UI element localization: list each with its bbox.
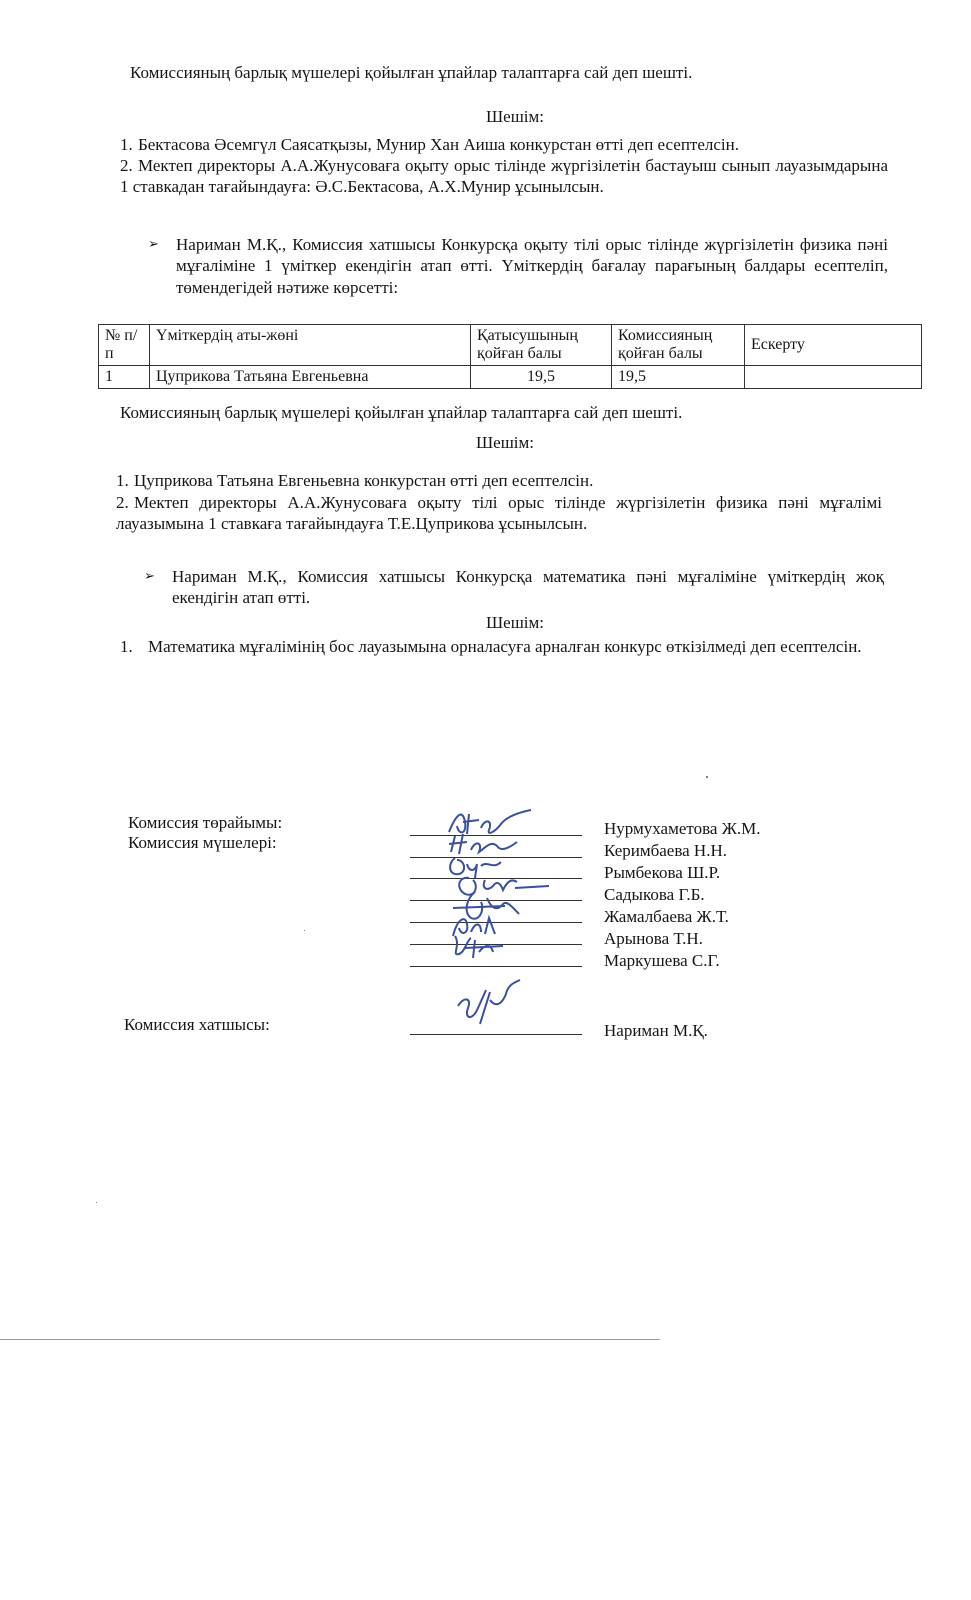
member-name: Арынова Т.Н. (604, 929, 703, 948)
decision-title: Шешім: (486, 613, 544, 632)
chair-name: Нурмухаметова Ж.М. (604, 819, 761, 838)
secretary-label: Комиссия хатшысы: (124, 1015, 270, 1034)
chair-label: Комиссия төрайымы: (128, 813, 283, 832)
member-name: Рымбекова Ш.Р. (604, 863, 721, 882)
decision-item: 1. Цуприкова Татьяна Евгеньевна конкурстан өтті деп есептелсін. (116, 471, 594, 490)
table-row (99, 366, 922, 389)
table-header-row (99, 325, 922, 366)
scan-speck (706, 776, 708, 778)
decision-title: Шешім: (476, 433, 534, 452)
commission-approval-line: Комиссияның барлық мүшелері қойылған ұпайлар талаптарға сай деп шешті. (130, 63, 693, 82)
decision-item: 2. Мектеп директоры А.А.Жунусоваға оқыту орыс тілінде жүргізілетін бастауыш сынып лауазымдарына 1 ставкадан тағайындауға: Ә.С.Бектасова, А.Х.Мунир ұсынылсын. (120, 156, 888, 197)
table-header-cell: Қатысушының қойған балы (471, 325, 612, 366)
commission-approval-line: Комиссияның барлық мүшелері қойылған ұпайлар талаптарға сай деп шешті. (120, 403, 683, 422)
decision-title: Шешім: (486, 107, 544, 126)
handwritten-signature (445, 930, 515, 960)
decision-item: 1. Математика мұғалімінің бос лауазымына орналасуға арналған конкурс өткізілмеді деп есептелсін. (120, 637, 862, 656)
decision-item: 2. Мектеп директоры А.А.Жунусоваға оқыту тілі орыс тілінде жүргізілетін физика пәні мұғалімі лауазымына 1 ставкаға тағайындауға Т.Е.Цуприкова ұсынылсын. (116, 493, 882, 534)
table-cell: 19,5 (612, 366, 745, 389)
member-name: Садыкова Г.Б. (604, 885, 705, 904)
secretary-name: Нариман М.Қ. (604, 1021, 708, 1040)
signature-line (410, 966, 582, 967)
handwritten-signature (450, 978, 530, 1030)
decision-item: 1. Бектасова Әсемгүл Саясатқызы, Мунир Хан Аиша конкурстан өтті деп есептелсін. (120, 135, 739, 154)
member-name: Маркушева С.Г. (604, 951, 720, 970)
table-header-cell: № п/п (99, 325, 150, 366)
table-header-cell: Үміткердің аты-жөні (150, 325, 471, 366)
members-label: Комиссия мүшелері: (128, 833, 277, 852)
candidate-score-table (98, 324, 922, 389)
member-name: Керимбаева Н.Н. (604, 841, 727, 860)
table-cell: 1 (99, 366, 150, 389)
scan-edge-line (0, 1339, 660, 1340)
arrowhead-bullet-icon: ➢ (144, 568, 155, 583)
scan-speck (304, 930, 305, 931)
member-name: Жамалбаева Ж.Т. (604, 907, 729, 926)
table-cell: 19,5 (471, 366, 612, 389)
table-header-cell: Ескерту (745, 325, 922, 366)
scan-speck (96, 1202, 97, 1203)
announcement-paragraph: ➢ Нариман М.Қ., Комиссия хатшысы Конкурсқа оқыту тілі орыс тілінде жүргізілетін физика пәні мұғаліміне 1 үміткер екендігін атап өтті. Үміткердің бағалау парағының балдары есептеліп, төмендегідей нәтиже көрсетті: (148, 235, 888, 297)
signature-line (410, 1034, 582, 1035)
table-cell: Цуприкова Татьяна Евгеньевна (150, 366, 471, 389)
arrowhead-bullet-icon: ➢ (148, 236, 159, 251)
table-header-cell: Комиссияның қойған балы (612, 325, 745, 366)
announcement-paragraph: ➢ Нариман М.Қ., Комиссия хатшысы Конкурсқа математика пәні мұғаліміне үміткердің жоқ екендігін атап өтті. (144, 567, 884, 608)
table-cell (745, 366, 922, 389)
